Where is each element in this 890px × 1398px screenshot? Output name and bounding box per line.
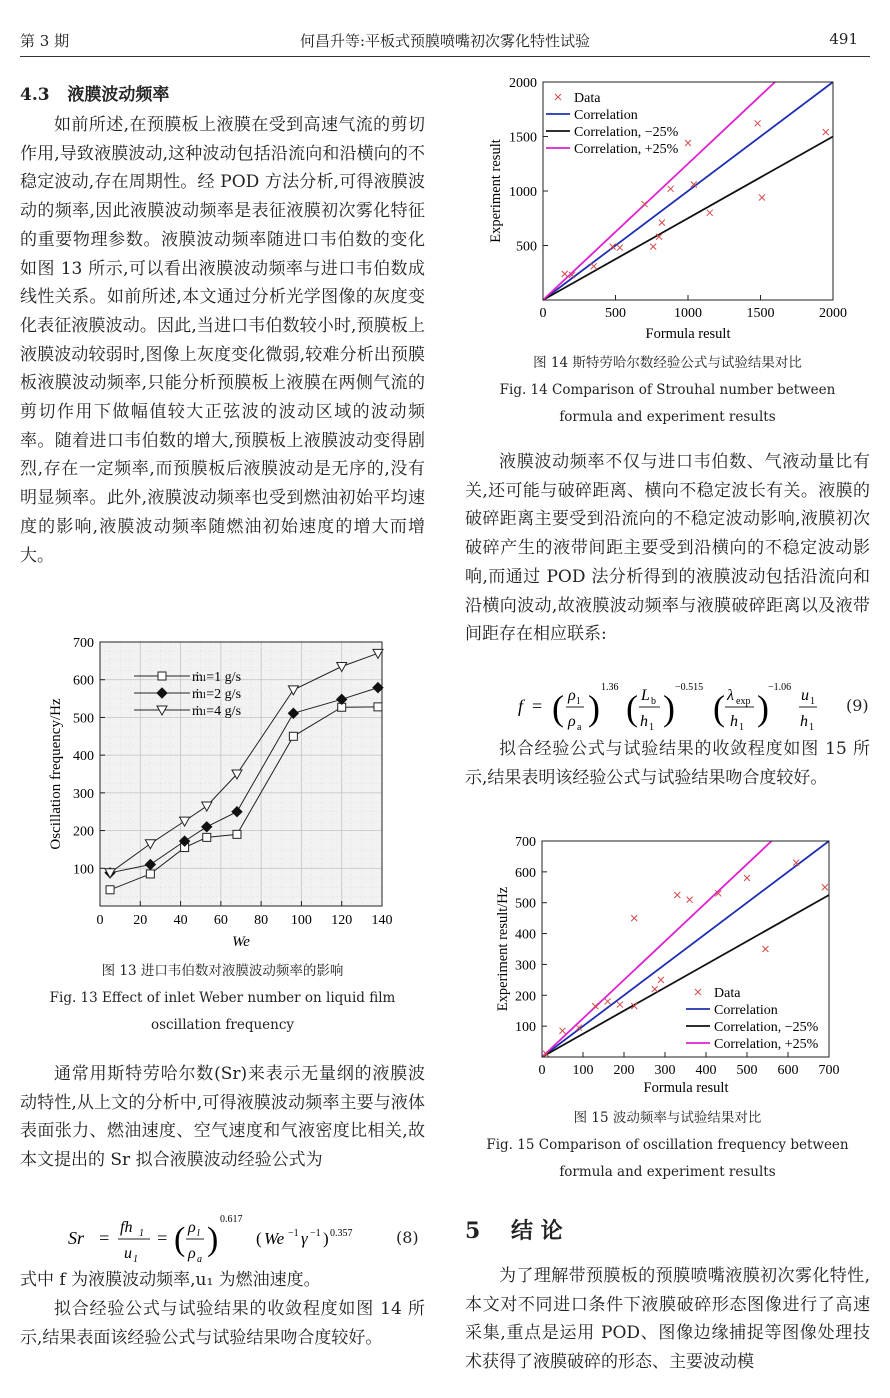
data-point (744, 875, 750, 881)
data-point (562, 271, 568, 277)
paragraph-frequency-relation (465, 448, 870, 649)
x-tick-label: 300 (654, 1063, 676, 1078)
x-tick-label: 0 (538, 1063, 546, 1078)
svg-text:=: = (156, 1228, 169, 1248)
data-point (668, 186, 674, 192)
svg-text:0.357: 0.357 (330, 1228, 353, 1239)
svg-text:(: ( (256, 1229, 262, 1248)
data-point (642, 201, 648, 207)
data-point (685, 140, 691, 146)
legend-label: Data (574, 91, 601, 106)
svg-text:−0.515: −0.515 (675, 682, 704, 693)
svg-text:): ) (207, 1221, 219, 1258)
x-axis-label: Formula result (643, 1080, 729, 1096)
svg-text:=: = (98, 1228, 111, 1248)
caption-english-line2: oscillation frequency (150, 1017, 295, 1033)
legend-label: Correlation, −25% (574, 125, 679, 140)
data-point (650, 244, 656, 250)
paragraph-conclusion (465, 1262, 870, 1377)
y-tick-label: 700 (515, 835, 536, 850)
data-point (823, 129, 829, 135)
legend-marker (555, 94, 561, 100)
paragraph-text: 式中 f 为液膜波动频率,u₁ 为燃油速度。 (20, 1270, 321, 1290)
svg-text:We: We (264, 1229, 285, 1248)
figure-13-caption (20, 958, 425, 1039)
data-point (707, 210, 713, 216)
legend-label: Correlation, +25% (574, 142, 679, 157)
paragraph-symbol-definition (20, 1266, 425, 1295)
svg-text:ρ: ρ (568, 713, 576, 730)
data-point (674, 892, 680, 898)
legend-label: Correlation, +25% (714, 1037, 819, 1052)
y-tick-label: 100 (515, 1020, 536, 1036)
svg-text:γ: γ (301, 1229, 308, 1248)
equation-8 (68, 1210, 398, 1264)
svg-text:exp: exp (736, 696, 751, 707)
data-point (591, 263, 597, 269)
x-tick-label: 1000 (674, 306, 702, 321)
y-tick-label: 300 (73, 786, 94, 802)
legend (686, 986, 819, 1052)
data-point (687, 897, 693, 903)
svg-text:h: h (640, 713, 648, 730)
y-axis-label: Experiment result (488, 139, 504, 243)
svg-text:−1: −1 (310, 1228, 321, 1239)
paragraph-text: 拟合经验公式与试验结果的收敛程度如图 15 所示,结果表明该经验公式与试验结果吻合度较好。 (465, 739, 870, 788)
y-axis-label: Oscillation frequency/Hz (48, 698, 64, 850)
svg-text:1: 1 (810, 696, 815, 707)
svg-text:Sr: Sr (68, 1228, 85, 1248)
svg-text:ρ: ρ (188, 1219, 196, 1236)
paragraph-strouhal-intro (20, 1060, 425, 1175)
x-tick-label: 40 (173, 913, 188, 928)
y-axis-label: Experiment result/Hz (495, 886, 511, 1012)
legend-label: ṁₗ=4 g/s (192, 704, 242, 719)
caption-chinese: 图 15 波动频率与试验结果对比 (573, 1110, 762, 1126)
running-header (0, 0, 890, 60)
legend (546, 91, 679, 157)
y-tick-label: 500 (516, 239, 537, 255)
section-title: 结 论 (510, 1218, 563, 1244)
x-tick-label: 600 (777, 1063, 799, 1078)
svg-text:l: l (197, 1228, 200, 1239)
svg-text:fh: fh (120, 1219, 133, 1236)
svg-text:−1: −1 (288, 1228, 299, 1239)
x-tick-label: 0 (539, 306, 547, 321)
svg-text:u: u (124, 1245, 132, 1262)
figure-15-chart (480, 830, 850, 1102)
y-tick-label: 400 (515, 927, 536, 943)
data-point-square (158, 672, 166, 680)
running-title: 何昌升等:平板式预膜喷嘴初次雾化特性试验 (299, 32, 591, 50)
svg-text:L: L (641, 687, 650, 704)
svg-text:1: 1 (649, 722, 654, 733)
svg-text:): ) (663, 688, 675, 728)
x-tick-label: 120 (331, 913, 353, 928)
data-point-square (146, 870, 154, 878)
y-tick-label: 500 (515, 896, 536, 912)
paragraph-text: 为了理解带预膜板的预膜喷嘴液膜初次雾化特性,本文对不同进口条件下液膜破碎形态图像进行了高速采集,重点是运用 POD、图像边缘捕捉等图像处理技术获得了液膜破碎的形态、主要波动模 (465, 1266, 870, 1373)
figure-13-chart (40, 628, 410, 953)
paragraph-text: 通常用斯特劳哈尔数(Sr)来表示无量纲的液膜波动特性,从上文的分析中,可得液膜波动频率主要与液体表面张力、燃油速度、空气速度和气液密度比相关,故本文提出的 Sr 拟合液膜波动经验公式为 (20, 1064, 425, 1171)
data-point-square (233, 830, 241, 838)
x-tick-label: 100 (290, 913, 312, 928)
section-title: 液膜波动频率 (67, 85, 170, 105)
svg-text:ρ: ρ (568, 687, 576, 704)
x-tick-label: 20 (133, 913, 148, 928)
data-point (759, 195, 765, 201)
svg-text:0.617: 0.617 (220, 1214, 243, 1225)
svg-text:a: a (197, 1254, 202, 1264)
correlation-line-2 (543, 137, 833, 301)
svg-text:(: ( (174, 1221, 186, 1258)
svg-text:a: a (577, 722, 582, 733)
svg-text:): ) (323, 1229, 329, 1248)
svg-text:(: ( (552, 688, 564, 728)
legend-label: Correlation, −25% (714, 1020, 819, 1035)
svg-text:f: f (518, 696, 524, 716)
x-tick-label: 140 (371, 913, 393, 928)
data-point-square (106, 886, 114, 894)
svg-text:b: b (651, 696, 656, 707)
x-tick-label: 0 (96, 913, 104, 928)
data-point (652, 986, 658, 992)
data-point (631, 915, 637, 921)
equation-9 (518, 678, 828, 736)
caption-english-line1: Fig. 15 Comparison of oscillation frequency between (486, 1137, 849, 1153)
legend-label: Correlation (714, 1003, 778, 1018)
svg-text:l: l (577, 696, 580, 707)
y-tick-label: 500 (73, 711, 94, 727)
paragraph-text: 液膜波动频率不仅与进口韦伯数、气液动量比有关,还可能与破碎距离、横向不稳定波长有关。液膜的破碎距离主要受到沿流向的不稳定波动影响,液膜初次破碎产生的液带间距主要受到沿横向的不稳定波动影响,而通过 POD 法分析得到的液膜波动包括沿流向和沿横向波动,故液膜波动频率与液膜破碎距离以及液带间距存在相应联系: (465, 452, 870, 645)
section-number: 4.3 (20, 85, 50, 105)
x-tick-label: 1500 (746, 306, 775, 321)
svg-text:ρ: ρ (188, 1245, 196, 1262)
equation-9-number: (9) (846, 696, 869, 715)
x-tick-label: 500 (605, 306, 626, 321)
paragraph-oscillation-frequency (20, 111, 425, 570)
svg-text:1: 1 (133, 1254, 138, 1264)
legend-label: Correlation (574, 108, 638, 123)
section-4-3-heading (20, 80, 169, 105)
data-point (658, 977, 664, 983)
caption-chinese: 图 14 斯特劳哈尔数经验公式与试验结果对比 (533, 355, 802, 371)
legend-marker (695, 989, 701, 995)
y-tick-label: 1000 (509, 185, 537, 200)
data-point (762, 946, 768, 952)
svg-text:): ) (757, 688, 769, 728)
x-axis-label: Formula result (645, 326, 731, 342)
y-tick-label: 600 (515, 865, 536, 881)
x-tick-label: 500 (736, 1063, 758, 1078)
section-5-heading (465, 1214, 563, 1245)
paragraph-fig14-reference (20, 1295, 425, 1352)
svg-text:(: ( (626, 688, 638, 728)
caption-english-line2: formula and experiment results (559, 409, 776, 425)
svg-text:=: = (532, 696, 543, 716)
y-tick-label: 2000 (509, 76, 537, 91)
caption-english-line1: Fig. 14 Comparison of Strouhal number between (499, 382, 836, 398)
y-tick-label: 400 (73, 749, 94, 765)
x-tick-label: 100 (572, 1063, 594, 1078)
x-axis-label: We (232, 934, 250, 950)
x-tick-label: 2000 (819, 306, 847, 321)
data-point (659, 220, 665, 226)
caption-english-line1: Fig. 13 Effect of inlet Weber number on liquid film (49, 990, 396, 1006)
legend-label: ṁₗ=1 g/s (192, 670, 242, 685)
equation-8-number: (8) (396, 1228, 419, 1247)
section-number: 5 (465, 1218, 481, 1244)
caption-chinese: 图 13 进口韦伯数对液膜波动频率的影响 (101, 963, 344, 979)
data-point (617, 1002, 623, 1008)
y-tick-label: 600 (73, 673, 94, 689)
svg-text:1: 1 (139, 1228, 144, 1239)
figure-14-caption (465, 350, 870, 431)
paragraph-fig15-reference (465, 735, 870, 792)
svg-text:1.36: 1.36 (601, 682, 619, 693)
data-point (617, 245, 623, 251)
x-tick-label: 80 (254, 913, 269, 928)
y-tick-label: 200 (515, 989, 536, 1005)
svg-text:λ: λ (727, 687, 734, 704)
svg-text:1: 1 (809, 722, 814, 733)
y-tick-label: 1500 (509, 130, 537, 146)
data-point-square (203, 833, 211, 841)
svg-text:h: h (730, 713, 738, 730)
y-tick-label: 700 (73, 636, 94, 651)
x-tick-label: 700 (818, 1063, 840, 1078)
svg-text:): ) (588, 688, 600, 728)
paragraph-text: 如前所述,在预膜板上液膜在受到高速气流的剪切作用,导致液膜波动,这种波动包括沿流向和沿横向的不稳定波动,存在周期性。经 POD 方法分析,可得液膜波动的频率,因此液膜波动频率是表征液膜初次雾化特征的重要物理参数。液膜波动频率随进口韦伯数的变化如图 13 所示,可以看出液膜波动频率与进口韦伯数成线性关系。如前所述,本文通过分析光学图像的灰度变化表征液膜波动。因此,当进口韦伯数较小时,预膜板上液膜波动较弱时,图像上灰度变化微弱,较难分析出预膜板液膜波动频率,只能分析预膜板上液膜在两侧气流的剪切作用下做幅值较大正弦波的波动区域的波动频率。随着进口韦伯数的增大,预膜板上液膜波动变得剧烈,存在一定频率,而预膜板后液膜波动是无序的,没有明显频率。此外,液膜波动频率也受到燃油初始平均速度的影响,液膜波动频率随燃油初始速度的增大而增大。 (20, 115, 425, 566)
data-point-square (289, 732, 297, 740)
svg-text:u: u (801, 687, 809, 704)
caption-english-line2: formula and experiment results (559, 1164, 776, 1180)
paragraph-text: 拟合经验公式与试验结果的收敛程度如图 14 所示,结果表面该经验公式与试验结果吻合度较好。 (20, 1299, 425, 1348)
data-point (605, 998, 611, 1004)
legend-label: ṁₗ=2 g/s (192, 687, 242, 702)
figure-14-chart (470, 72, 870, 344)
data-point (755, 120, 761, 126)
svg-text:1: 1 (739, 722, 744, 733)
header-rule (20, 56, 870, 57)
svg-text:−1.06: −1.06 (768, 682, 792, 693)
x-tick-label: 60 (213, 913, 228, 928)
data-point (560, 1028, 566, 1034)
legend-label: Data (714, 986, 741, 1001)
y-tick-label: 300 (515, 958, 536, 974)
issue-label: 第 3 期 (20, 32, 70, 50)
y-tick-label: 200 (73, 824, 94, 840)
equation-9-formula (518, 678, 828, 736)
data-point-square (374, 703, 382, 711)
svg-text:(: ( (713, 688, 725, 728)
data-point (822, 884, 828, 890)
page-number: 491 (829, 30, 858, 48)
figure-15-caption (465, 1105, 870, 1186)
x-tick-label: 200 (613, 1063, 635, 1078)
svg-text:h: h (800, 713, 808, 730)
equation-8-formula (68, 1210, 398, 1264)
x-tick-label: 400 (695, 1063, 717, 1078)
y-tick-label: 100 (73, 862, 94, 878)
